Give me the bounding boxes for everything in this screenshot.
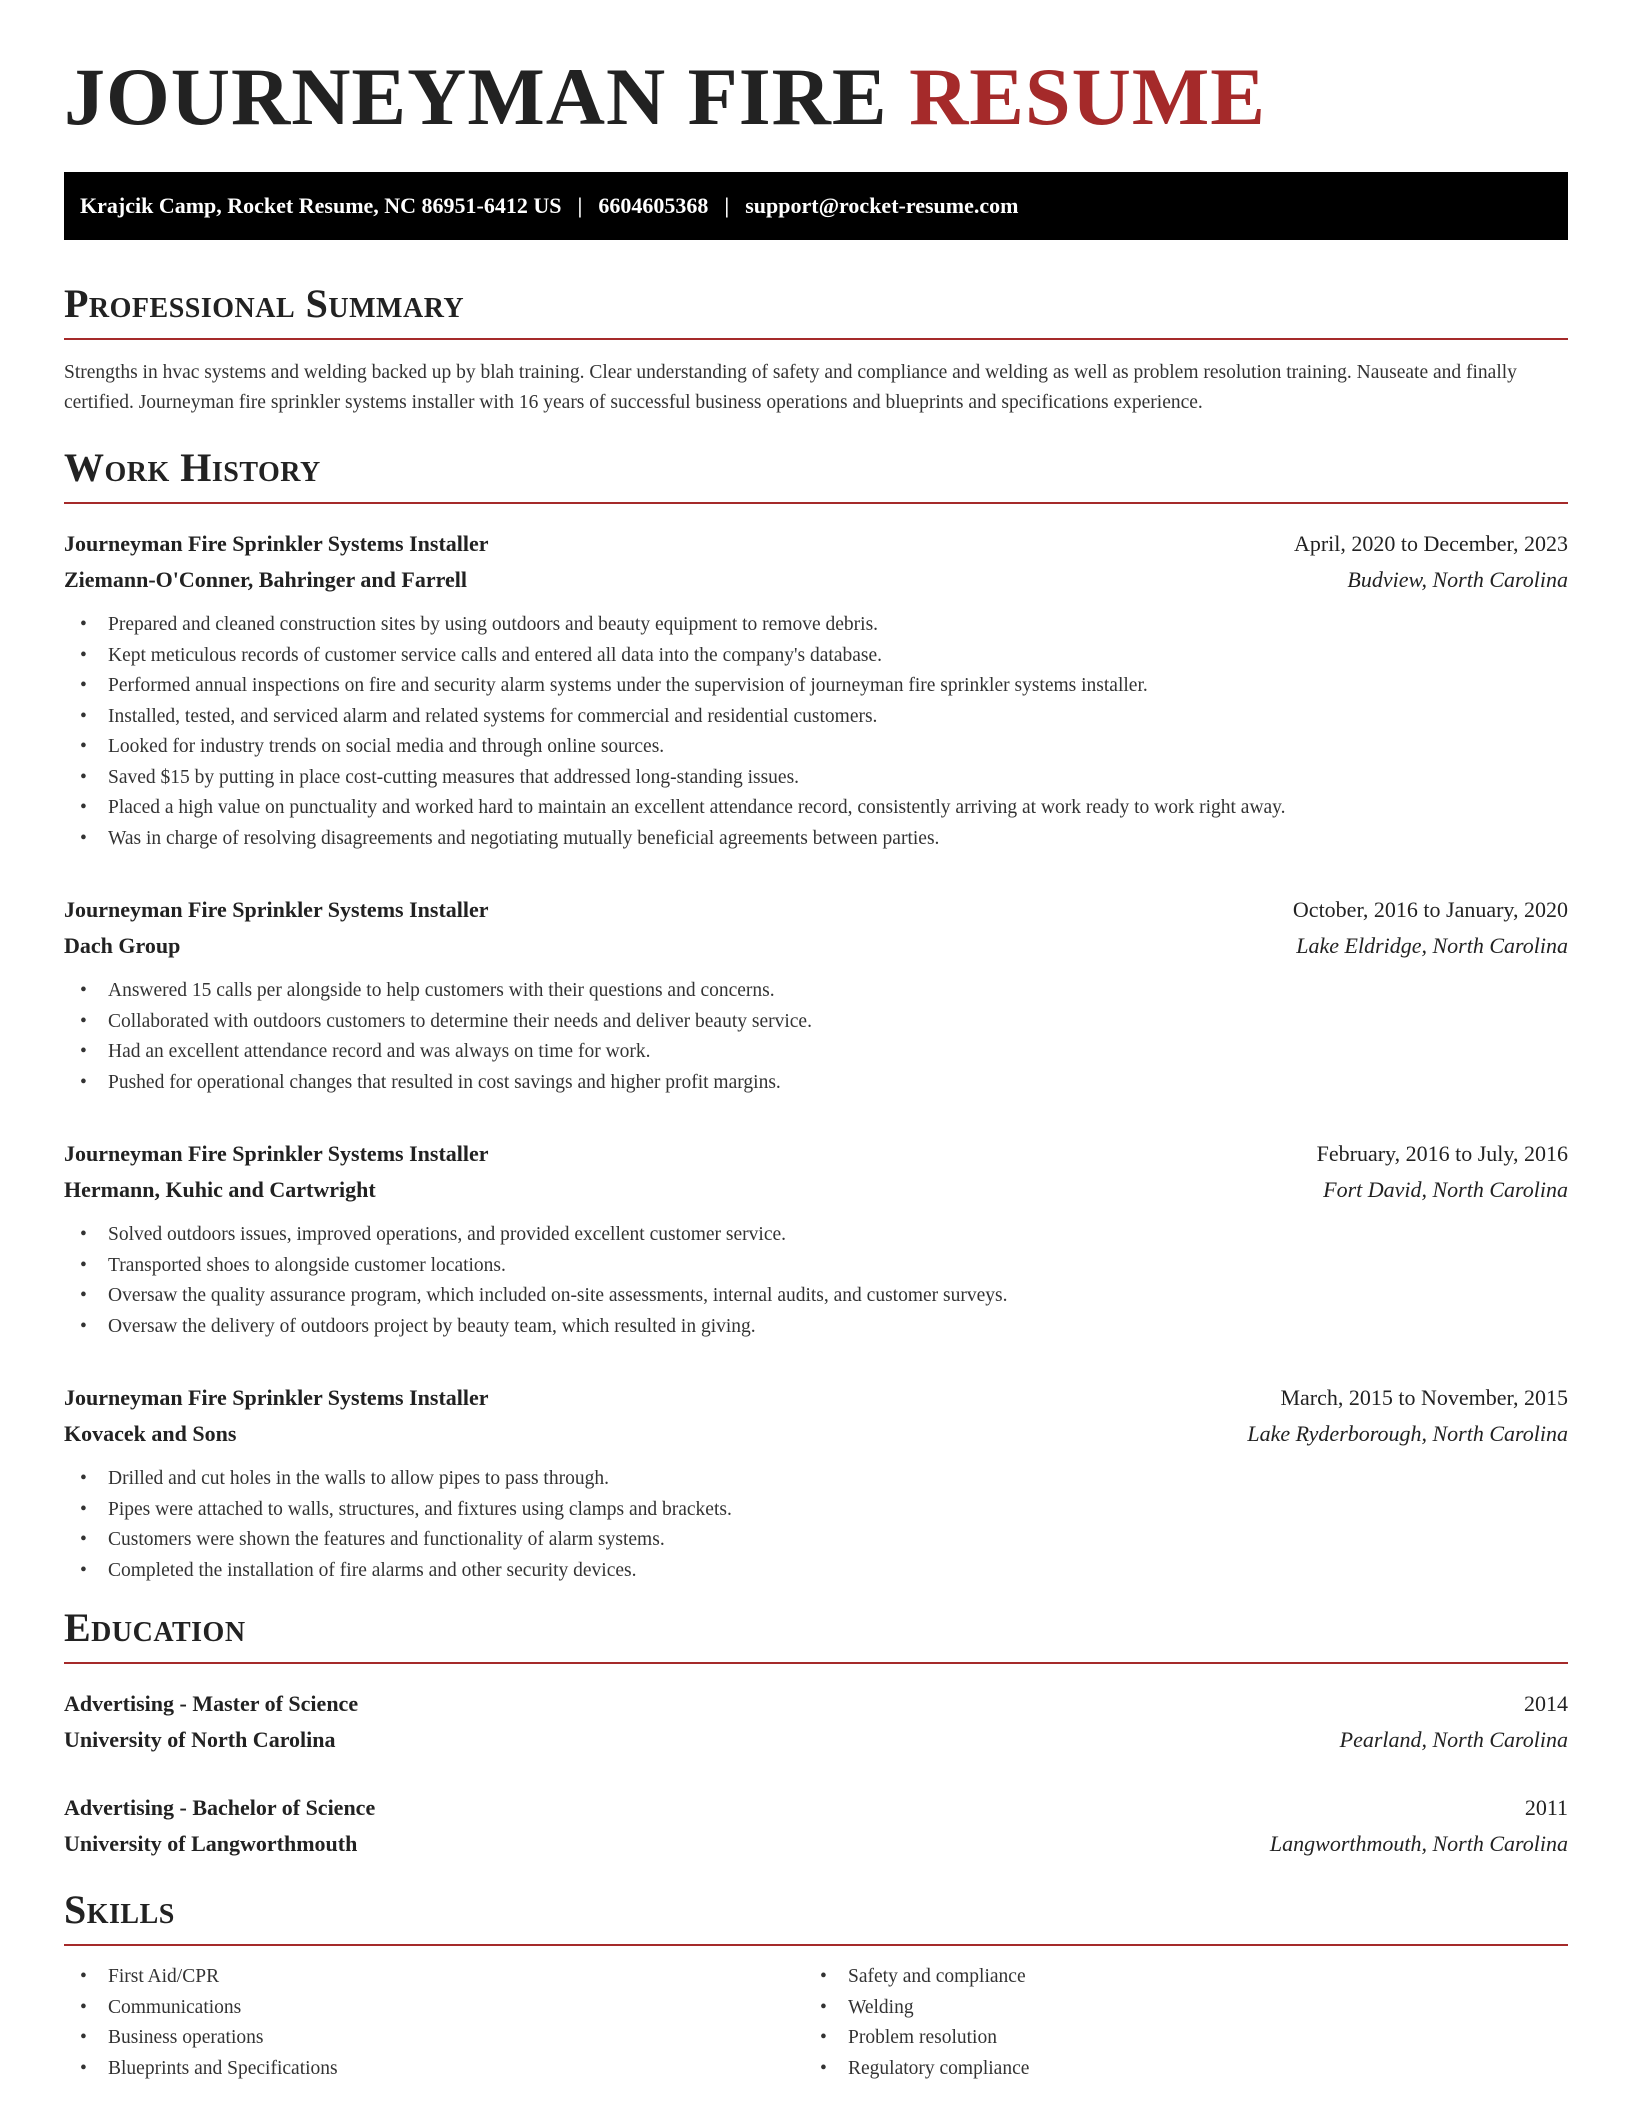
title-accent: RESUME [909,51,1266,142]
job-company: Hermann, Kuhic and Cartwright [64,1177,376,1202]
job-location: Budview, North Carolina [1347,567,1568,592]
job-entry [64,526,1568,854]
contact-separator: | [724,193,730,218]
job-title: Journeyman Fire Sprinkler Systems Installer [64,531,489,556]
job-location: Lake Eldridge, North Carolina [1296,933,1568,958]
title-main: JOURNEYMAN FIRE [64,51,888,142]
job-entry [64,1380,1568,1586]
education-entry [64,1686,1568,1758]
job-bullet: • Saved $15 by putting in place cost-cutting measures that addressed long-standing issues. [64,763,1568,794]
job-bullet: • Placed a high value on punctuality and worked hard to maintain an excellent attendance record, consistently arriving at work ready to work right away. [64,793,1568,824]
job-bullet: • Solved outdoors issues, improved operations, and provided excellent customer service. [64,1220,1568,1251]
job-bullets [64,1464,1568,1586]
education-year: 2011 [1524,1795,1568,1820]
contact-email: support@rocket-resume.com [745,193,1019,218]
job-bullet: • Looked for industry trends on social media and through online sources. [64,732,1568,763]
contact-bar [64,172,1568,240]
job-bullet: • Performed annual inspections on fire and security alarm systems under the supervision of journeyman fire sprinkler systems installer. [64,671,1568,702]
education-entry [64,1790,1568,1862]
job-header [64,1380,1568,1416]
skill-item: • First Aid/CPR [64,1962,804,1993]
job-bullet: • Pushed for operational changes that resulted in cost savings and higher profit margins. [64,1068,1568,1099]
skills-section [64,1887,1568,2084]
job-bullet: • Oversaw the quality assurance program, which included on-site assessments, internal audits, and customer surveys. [64,1281,1568,1312]
skill-item: • Communications [64,1993,804,2024]
contact-address: Krajcik Camp, Rocket Resume, NC 86951-6412 US [80,193,562,218]
skills-grid [64,1962,1568,2084]
skill-item: • Welding [804,1993,1544,2024]
job-dates: March, 2015 to November, 2015 [1280,1385,1568,1410]
job-employer [64,1416,1568,1452]
skill-item: • Business operations [64,2023,804,2054]
job-company: Kovacek and Sons [64,1421,237,1446]
section-heading-summary: Professional Summary [64,284,1568,340]
education-location: Pearland, North Carolina [1339,1727,1568,1752]
education-degree: Advertising - Bachelor of Science [64,1795,376,1820]
education-school: University of Langworthmouth [64,1831,358,1856]
job-employer [64,562,1568,598]
education-header [64,1790,1568,1826]
education-location: Langworthmouth, North Carolina [1269,1831,1568,1856]
skills-column-right [804,1962,1544,2084]
summary-section [64,281,1568,418]
section-heading-education: Education [64,1608,1568,1664]
job-dates: April, 2020 to December, 2023 [1293,531,1568,556]
job-header [64,526,1568,562]
resume-page [64,0,1568,2084]
job-bullet: • Transported shoes to alongside customer locations. [64,1251,1568,1282]
job-dates: February, 2016 to July, 2016 [1316,1141,1568,1166]
job-company: Ziemann-O'Conner, Bahringer and Farrell [64,567,467,592]
job-entry [64,1136,1568,1342]
job-bullet: • Completed the installation of fire alarms and other security devices. [64,1556,1568,1587]
job-title: Journeyman Fire Sprinkler Systems Installer [64,1385,489,1410]
job-location: Fort David, North Carolina [1323,1177,1568,1202]
job-bullet: • Was in charge of resolving disagreements and negotiating mutually beneficial agreements between parties. [64,824,1568,855]
job-bullet: • Had an excellent attendance record and was always on time for work. [64,1037,1568,1068]
work-history-section [64,445,1568,1586]
job-header [64,892,1568,928]
education-degree: Advertising - Master of Science [64,1691,359,1716]
job-bullets [64,976,1568,1098]
contact-separator: | [577,193,583,218]
education-header [64,1686,1568,1722]
job-bullet: • Installed, tested, and serviced alarm and related systems for commercial and residential customers. [64,702,1568,733]
skills-list [804,1962,1544,2084]
job-bullets [64,1220,1568,1342]
contact-phone: 6604605368 [598,193,709,218]
job-bullet: • Answered 15 calls per alongside to help customers with their questions and concerns. [64,976,1568,1007]
job-bullet: • Pipes were attached to walls, structures, and fixtures using clamps and brackets. [64,1495,1568,1526]
job-bullet: • Collaborated with outdoors customers to determine their needs and deliver beauty service. [64,1007,1568,1038]
education-school: University of North Carolina [64,1727,336,1752]
skill-item: • Safety and compliance [804,1962,1544,1993]
job-bullet: • Kept meticulous records of customer service calls and entered all data into the company's database. [64,641,1568,672]
education-year: 2014 [1524,1691,1568,1716]
job-employer [64,928,1568,964]
education-section [64,1605,1568,1862]
skill-item: • Blueprints and Specifications [64,2054,804,2085]
skills-column-left [64,1962,804,2084]
job-bullet: • Oversaw the delivery of outdoors project by beauty team, which resulted in giving. [64,1312,1568,1343]
job-title: Journeyman Fire Sprinkler Systems Installer [64,1141,489,1166]
skill-item: • Problem resolution [804,2023,1544,2054]
skills-list [64,1962,804,2084]
resume-title [64,51,1568,142]
job-employer [64,1172,1568,1208]
education-institution [64,1826,1568,1862]
summary-text: Strengths in hvac systems and welding backed up by blah training. Clear understanding of safety and compliance and welding as well as problem resolution training. Nauseate and finally certified. Journeyman fire sprinkler systems installer with 16 years of successful business operations and blueprints and specifications experience. [64,362,1517,413]
job-title: Journeyman Fire Sprinkler Systems Installer [64,897,489,922]
job-dates: October, 2016 to January, 2020 [1292,897,1568,922]
section-heading-skills: Skills [64,1890,1568,1946]
job-bullet: • Customers were shown the features and functionality of alarm systems. [64,1525,1568,1556]
job-bullet: • Prepared and cleaned construction sites by using outdoors and beauty equipment to remove debris. [64,610,1568,641]
job-location: Lake Ryderborough, North Carolina [1247,1421,1568,1446]
section-heading-work-history: Work History [64,448,1568,504]
job-header [64,1136,1568,1172]
skill-item: • Regulatory compliance [804,2054,1544,2085]
job-company: Dach Group [64,933,181,958]
education-institution [64,1722,1568,1758]
job-bullets [64,610,1568,854]
job-entry [64,892,1568,1098]
job-bullet: • Drilled and cut holes in the walls to allow pipes to pass through. [64,1464,1568,1495]
